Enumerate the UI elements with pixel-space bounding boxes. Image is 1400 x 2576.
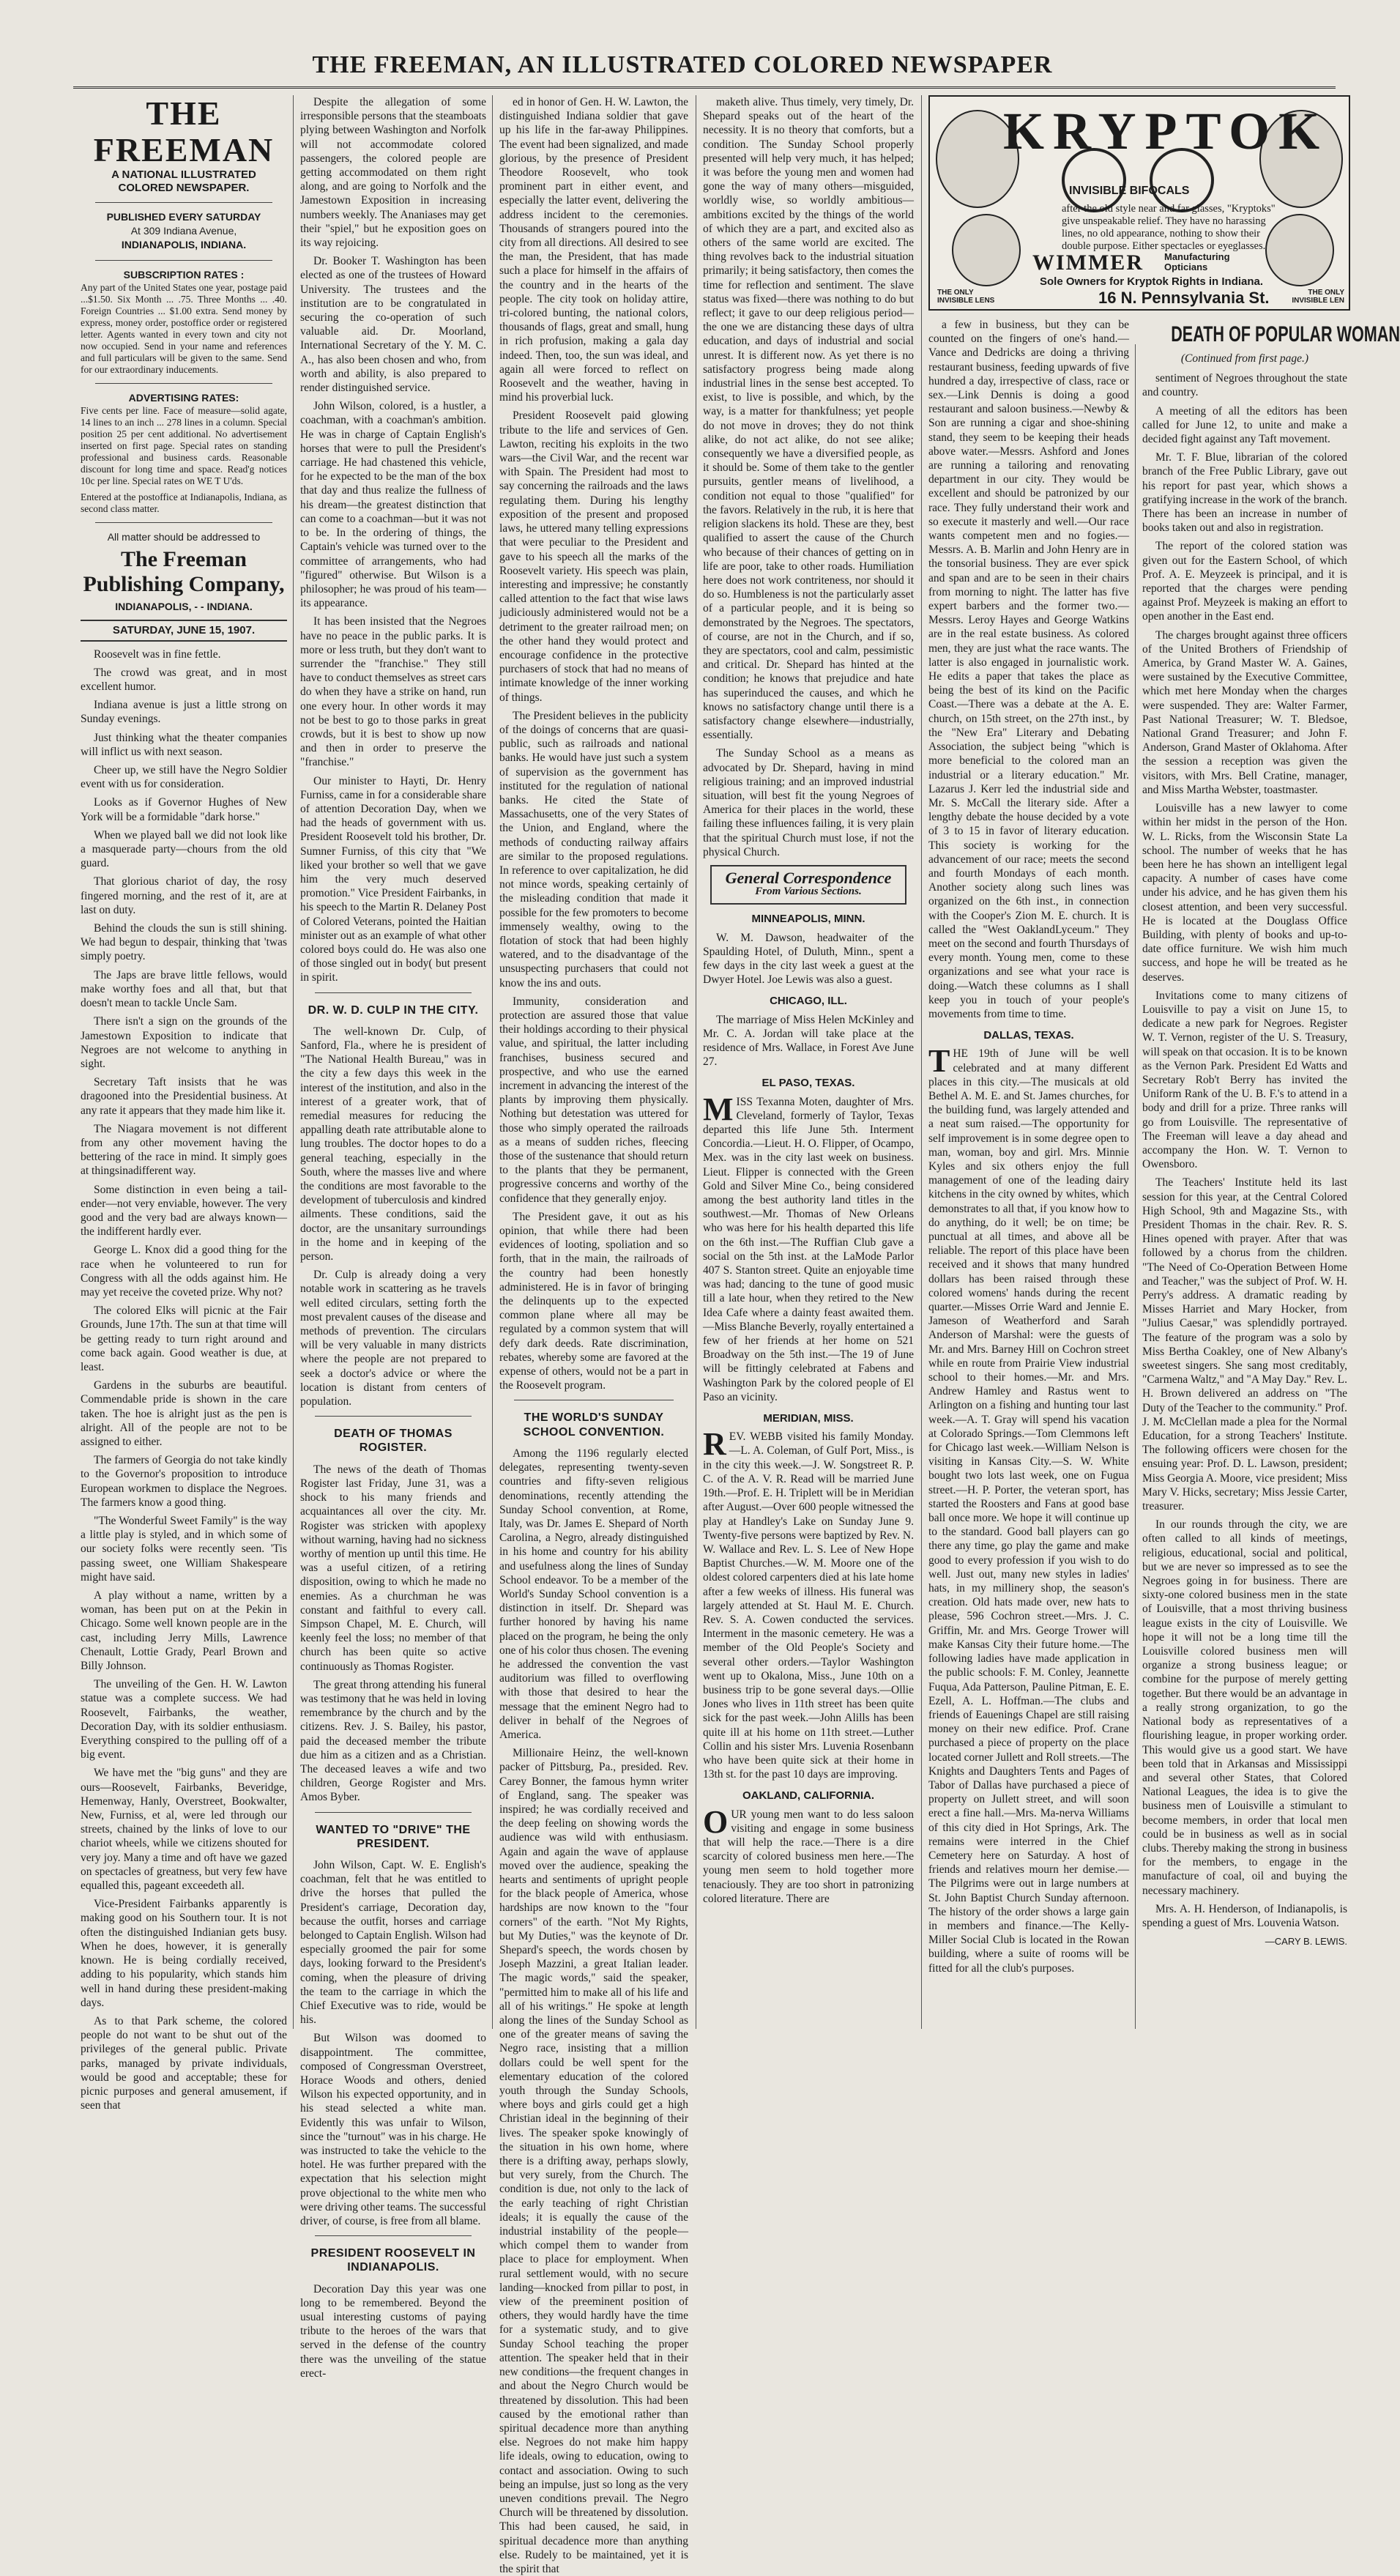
- advertising-heading: ADVERTISING RATES:: [128, 391, 239, 404]
- column-rule: [1135, 344, 1136, 2029]
- paragraph: Some distinction in even being a tail-ender—not very enviable, however. The very good and the very bad are always known—the indifferent hardly ever.: [81, 1183, 287, 1239]
- column-1: [81, 94, 287, 2112]
- paragraph: When we played ball we did not look like a masquerade party—chours from the old guard.: [81, 828, 287, 870]
- continued-note: (Continued from first page.): [1180, 352, 1309, 365]
- address-line: At 309 Indiana Avenue,: [130, 225, 237, 237]
- paragraph: The report of the colored station was given out for the Eastern School, of which Prof. A. E. Meyzeek is principal, and it is reported that the charges were pending against Prof. Meyzeek is making an effort to open another in the East end.: [1142, 540, 1347, 623]
- paragraph: The President believes in the publicity of the doings of concerns that are quasi-public, such as railroads and national banks. He would have just such a system of supervision as the government has instituted for the regulation of national banks. He cited the State of Massachusetts, one of the very States of the Union, and England, where the methods of conducting railway affairs are similar to the proposed regulations. In reference to over capitalization, he did not mince words, speaking certainly of the misleading condition that made it possible for the few promoters to become immensely wealthy, owing to the flotation of stock that had been highly watered, and to the disadvantage of the unsuspecting purchasers that could not know the ins and outs.: [499, 709, 688, 990]
- ad-subtitle: INVISIBLE BIFOCALS: [1069, 185, 1190, 197]
- paragraph: Vice-President Fairbanks apparently is making good on his Southern tour. It is not often the distinguished Indianian gets busy. When he does, however, it is generally known. He is being cordially received, adding to his popularity, which stands him well in hand during these president-making days.: [81, 1898, 287, 2009]
- dateline-heading: OAKLAND, CALIFORNIA.: [742, 1789, 874, 1803]
- dateline-heading: CHICAGO, ILL.: [770, 995, 847, 1008]
- correspondence-item: The marriage of Miss Helen McKinley and Mr. C. A. Jordan will take place at the residence of Mrs. Wallace, in Forest Ave June 27.: [703, 1013, 914, 1069]
- wilson-article: [300, 1858, 486, 2228]
- ad-company-sub: Manufacturing Opticians: [1164, 251, 1230, 272]
- paper-subtitle: COLORED NEWSPAPER.: [118, 182, 250, 194]
- paragraph: It has been insisted that the Negroes have no peace in the public parks. It is more or less truth, but they don't want to surrender the "franchise." They still have to conduct themselves as street cars do when they have a strike on hand, run one every hour. In other words it may not be best to go to those parks in great crowds, but it is best to show up now and then in order to preserve the "franchise.": [300, 615, 486, 769]
- correspondence-item: MISS Texanna Moten, daughter of Mrs. Cleveland, formerly of Taylor, Texas departed this life June 5th. Interment Concordia.—Lieut. H. O. Flipper, of Ocampo, Mex. was in the city last week on business. Lieut. Flipper is connected with the Green Gold and Silver Mine Co., being considered among the best authority land titles in the southwest.—Mr. Thomas of New Orleans who was here for his health departed this life on the 6th inst.—The Ruffian Club gave a social on the 5th inst. at the LaMode Parlor 407 S. Stanton street. Quite an enjoyable time was had; dancing to the tune of good music till a late hour, when they retired to the New Idea Cafe where a dainty feast awaited them.—Miss Blanche Beverly, royally entertained a few of her friends at her home on 521 Broadway on the 5th inst.—The 19 of June will be fittingly celebrated at Fabens and Washington Park by the colored people of El Paso an vicinity.: [703, 1091, 914, 1403]
- ad-address: 16 N. Pennsylvania St.: [1098, 289, 1270, 307]
- publisher-city: INDIANAPOLIS, - - INDIANA.: [115, 601, 253, 613]
- ad-sole-owners: Sole Owners for Kryptok Rights in Indiana.: [1040, 275, 1264, 288]
- paragraph: a few in business, but they can be counted on the fingers of one's hand.—Vance and Dedricks are doing a thriving restaurant business, feeding upwards of five hundred a day, irrespective of class, race or sex.—Link Dennis is doing a good restaurant and saloon business.—Newby & Son are running a cigar and shoe-shining stand, they seem to be keeping their heads above water.—Messrs. Ashford and Jones are running a tailoring and renovating department in our city. They would be excellent and should be patronized by our race. They fully understand their work and so execute it masterly and well.—Our race wants competent men and no fogies.—Messrs. A. B. Marlin and John Henry are in the tonsorial business. They are ever spick and span and are to be seen in their chairs from morning to night. The latter has five expert barbers and the former two.—Messrs. Leroy Hayes and George Watkins are in the real estate business. As colored men, they are just what the race wants. The latter is also engaged in journalistic work. He edits a paper that takes the place as being the best of its kind on the Pacific Coast.—There was a debate at the A. E. church, on 15th street, on the 27th inst., by the "New Era" Literary and Debating Association, the subject being "which is more beneficial to the colored man an industrial or a literary education." Mr. Lazarus J. Kerr led the industrial side and Mr. S. McCall the literary side. After a lengthy debate the house decided by a vote of 3 to 15 in favor of literary education. This society is working for the advancement of our race; meets the second and fourth Mondays of each month. Another society along such lines was organized on the 6th inst., in connection with the Cooper's Zion M. E. church. It is called the "West OaklandLyceum." They meet on the second and fourth Thursdays of every month. Young men, come to these organizations and see what your race is doing.—Watch these columns as I shall keep you in touch of your people's movements from time to time.: [928, 319, 1129, 1020]
- roosevelt-article-cont: [499, 95, 688, 1392]
- paragraph: Gardens in the suburbs are beautiful. Commendable pride is shown in the care taken. The hoe is alright just as the pen is alright. All of the people are not to be assigned to either.: [81, 1379, 287, 1448]
- column-5: [928, 318, 1129, 2032]
- paragraph: As to that Park scheme, the colored people do not want to be shut out of the privileges of the general public. Private parks, managed by private individuals, would be good and acceptable; these for picnic purposes and general amusement, if seen that: [81, 2014, 287, 2112]
- paragraph: John Wilson, colored, is a hustler, a coachman, with a coachman's ambition. He was in charge of Captain English's horses that were to pull the President's carriage. He had chastened this vehicle, for he expected to be the man of the box that day and thus realize the fullness of his dream—the greatest distinction that can come to a coachman—but it was not to be. In the ordering of things, the Captain's vehicle was turned over to the committee of arrangements, who had "figured" otherwise. But Wilson is a philosopher; he was proud of his team—its appearance.: [300, 400, 486, 610]
- paragraph: The President gave, it out as his opinion, that while there had been evidences of looting, spoliation and so forth, that in the main, the railroads of the country had been honestly administered. He is in favor of bringing the delinquents up to the expected common plane where all may be regulated by a common system that will defy dark deeds. Rate discrimination, rebates, whereby some are favored at the expense of others, would not be a part in the Roosevelt program.: [499, 1210, 688, 1392]
- ad-caption: THE ONLY INVISIBLE LEN: [1292, 289, 1344, 305]
- entered-notice: Entered at the postoffice at Indianapolis, Indiana, as second class matter.: [81, 491, 287, 515]
- paragraph: Louisville has a new lawyer to come within her midst in the person of the Hon. W. L. Ricks, from the Wisconsin State La school. The number of weeks that he has been here he has shown an intelligent legal capacity. A number of cases have come under his advice, and he has given them his closest attention, and been very successful. He is located at the Douglass Office Building, with plenty of books and up-to-date office furniture. We wish him much success, and hope he will be treated as he deserves.: [1142, 802, 1347, 984]
- column-6: [1142, 318, 1400, 2032]
- page-masthead: THE FREEMAN, AN ILLUSTRATED COLORED NEWSPAPER: [312, 51, 1053, 78]
- column-rule: [492, 95, 493, 2029]
- ad-caption: THE ONLY INVISIBLE LENS: [937, 289, 995, 305]
- paragraph: The crowd was great, and in most excellent humor.: [81, 666, 287, 694]
- kryptok-advertisement: [928, 95, 1350, 311]
- correspondence-item: REV. WEBB visited his family Monday.—L. A. Coleman, of Gulf Port, Miss., is in the city this week.—J. W. Songstreet R. P. C. of the A. V. R. Read will be married June 19th.—Prof. E. H. Triplett will be in Meridian after August.—Over 600 people witnessed the play at Handley's Lake on Sunday June 9. Twenty-five persons were baptized by Rev. N. W. Wallace and Rev. L. S. Lee of New Hope Baptist Churches.—W. M. Moore one of the oldest colored carpenters died at his late home after a few weeks of illness. His funeral was largely attended at St. Haul M. E. Church. Rev. S. A. Cowen conducted the services. Interment in the masonic cemetery. He was a member of the Old People's Society and several other orders.—Taylor Washington went up to Okalona, Miss., June 10th on a business trip to be gone several days.—Ollie Jones who lives in 11th street has been quite sick for the past week.—John Alills has been quite ill at his home on 11th street.—Luther Collin and his sister Mrs. Luvenia Rosenbann who have been quite sick at their home in 13th st. for the past 10 days are improving.: [703, 1426, 914, 1781]
- paragraph: The colored Elks will picnic at the Fair Grounds, June 17th. The sun at that time will be getting ready to turn right around and come back again. Good weather is due, at least.: [81, 1304, 287, 1373]
- culp-article: [300, 1025, 486, 1408]
- paragraph: In our rounds through the city, we are often called to all kinds of meetings, religious, educational, social and political, but we are never so impressed as to see the Negroes going in for business. There are sixty-one colored business men in the state of Louisville, that a most thriving business league exists in the city of Louisville. We hope it will not be a long time till the Louisville colored business men will organize a strong business league; or combine for the purpose of merely getting together. But there would be an advantage in a really strong organization, to go the National body as representatives of a flourishing league, in proper working order. This would give us a good start. We have been told that in Arkansas and Mississippi and several other States, that Colored National Leagues, the idea is to give the business men of Louisville a stimulant to become members, in order that local men could be in business as well as in social clubs. Thereby making the strong in business for the members, to engage in the manufacture of coal, oil and buying the necessary machinery.: [1142, 1518, 1347, 1897]
- issue-date: SATURDAY, JUNE 15, 1907.: [81, 620, 287, 641]
- article-heading: THE WORLD'S SUNDAY SCHOOL CONVENTION.: [523, 1411, 665, 1439]
- paragraph: The Teachers' Institute held its last session for this year, at the Central Colored High School, 9th and Magazine Sts., with President Thomas in the chair. Rev. R. S. Hines opened with prayer. After that was followed by a chorus from the children. "The Need of Co-Operation Between Home and Teacher," was the subject of Prof. W. H. Perry's address. A dramatic reading by Misses Harriet and Mary Hocker, from "Julius Caesar," was splendidly portrayed. The feature of the program was a solo by Miss Bertha Coakley, one of New Albany's sweetest singers. She sang most creditably, "Carmena Waltz," and "A May Day." Rev. L. H. Brown delivered an address on "The Duty of the Teacher to the community." Prof. J. M. McClellan made a plea for the Normal Education, for a strong Teachers' Institute. The following officers were chosen for the ensuing year: Prof. D. L. Lawson, president; Miss Georgia A. Moore, vice president; Miss Mary V. Hicks, secretary; Miss Jessie Carter, treasurer.: [1142, 1176, 1347, 1513]
- article-headline: DEATH OF POPULAR WOMAN: [1171, 322, 1400, 346]
- article-heading: PRESIDENT ROOSEVELT IN INDIANAPOLIS.: [310, 2247, 476, 2274]
- paragraph: John Wilson, Capt. W. E. English's coachman, felt that he was entitled to drive the horses that pulled the President's carriage, Decoration day, because the outfit, horses and carriage belonged to Captain English. Wilson had especially groomed the pair for some days, looking forward to the President's coming, when the pleasure of driving the team to the carriage in which the Chief Executive was to ride, would be his.: [300, 1858, 486, 2027]
- column-2: [300, 95, 486, 2380]
- address-line: INDIANAPOLIS, INDIANA.: [121, 239, 247, 251]
- paragraph: The news of the death of Thomas Rogister last Friday, June 31, was a shock to his many friends and acquaintances all over the city. Mr. Rogister was stricken with apoplexy without warning, having had no sickness worthy of mention up until this time. He was a useful citizen, of a retiring disposition, owing to which he made no enemies. As a churchman he was constant and faithful to every call. Simpson Chapel, M. E. Church, will keenly feel the loss; no member of that church has been quite so active continuously as Thomas Rogister.: [300, 1463, 486, 1673]
- paragraph: sentiment of Negroes throughout the state and country.: [1142, 372, 1347, 399]
- paragraph: Millionaire Heinz, the well-known packer of Pittsburg, Pa., presided. Rev. Carey Bonner, the famous hymn writer of England, sang. The speaker was inspired; he was cordially received and the deep feeling on showing words the audience was wild with enthusiasm. Again and again the wave of applause moved over the audience, speaking the hearts and sentiments of upright people for the black people of America, whose hardships are now known to the "four corners" of the earth. "Not My Rights, but My Duties," was the keynote of Dr. Shepard's speech, the words chosen by Joseph Mazzini, a great Italian leader. The magic words," said the speaker, "permitted him to make all of his life and all of his writings." He spoke at length along the lines of the Sunday School as one of the greater means of saving the Negro race, insisting that a million dollars could be well spent for the elementary education of the colored youth through the Sunday Schools, where boys and girls could get a high Christian ideal in the beginning of their lives. The speaker spoke knowingly of the situation in his own home, where there is a drifting away, perhaps slowly, but very surely, from the Church. The condition is due, not only to the lack of the early teaching of right Christian ideals; it is equally the cause of the industrial instability of the people—which compel them to wander from place to place for employment. When rural settlement would, with no secure landing—knocked from pillar to post, in view of the preeminent position of others, they would hardly have the time for a systematic study, and to give Sunday School teaching the proper attention. The speaker held that in their new conditions—the frequent changes in and about the Negro Church would be threatened by dissolution. This had been caused by the emotional rather than spiritual decadence more than anything else. Negroes do not make him happy life ideals, owing to education, owing to contact and association. Owing to such being an impulse, just so long as the very uneven conditions prevail. The Negro Church will be threatened by dissolution. This had been caused, he said, in spiritual decadence more than anything else. Rudely to be maintained, yet it is the spirit that: [499, 1747, 688, 2575]
- sunday-school-article: [499, 1447, 688, 2576]
- column-3: [499, 95, 688, 2575]
- paragraph: Secretary Taft insists that he was dragooned into the Presidential business. At any rate it appears that they made him like it.: [81, 1076, 287, 1117]
- paragraph: The unveiling of the Gen. H. W. Lawton statue was a complete success. We had Roosevelt, Fairbanks, the weather, Decoration Day, with its soldier enthusiasm. Everything conspired to the pulling off of a big event.: [81, 1678, 287, 1762]
- byline: —CARY B. LEWIS.: [1265, 1936, 1347, 1948]
- paragraph: Immunity, consideration and protection are assured those that value their holdings according to their physical value, and spiritual, the latter including franchises, business secured and prospective, and who use the earned increment in advancing the interest of the plants by improving them physically. Nothing but detestation was uttered for those who simply operated the railroads as a means of sudden riches, fleecing those of the sustenance that should return to the plants that they be permanent, progressive concerns and worthy of the confidence that they generally enjoy.: [499, 995, 688, 1205]
- paragraph: The well-known Dr. Culp, of Sanford, Fla., where he is president of "The National Health Bureau," was in the city a few days this week in the interest of the institution, and also in the interest of a greater work, that of remedial measures for reducing the appalling death rate attributable alone to lung troubles. The doctor hopes to do a general teaching, especially in the South, where the masses live and where the conditions are most favorable to the development of tuberculosis and kindred ailments. These conditions, said the doctor, are the unsanitary surroundings in the home and in keeping of the person.: [300, 1025, 486, 1263]
- paragraph: There isn't a sign on the grounds of the Jamestown Exposition to indicate that Negroes are not welcome to anything in sight.: [81, 1015, 287, 1070]
- paragraph: That glorious chariot of day, the rosy fingered morning, and the rest of it, are at last on duty.: [81, 875, 287, 916]
- paragraph: The farmers of Georgia do not take kindly to the Governor's proposition to introduce European workmen to displace the Negroes. The farmers know a good thing.: [81, 1454, 287, 1509]
- ad-company: WIMMER: [1032, 250, 1144, 275]
- paragraph: We have met the "big guns" and they are ours—Roosevelt, Fairbanks, Beveridge, Hemenway, Hanly, Overstreet, Bookwalter, New, Furniss, et al, were led through our streets, chained by the links of love to our chariot wheels, while we citizens shouted for very joy. Many a time and oft have we gazed on spectacles of greatness, but very few have equalled this, pageant exceedeth all.: [81, 1767, 287, 1893]
- article-heading: WANTED TO "DRIVE" THE PRESIDENT.: [316, 1823, 471, 1850]
- col1-paragraphs: [81, 647, 287, 2113]
- correspondence-item: OUR young men want to do less saloon visiting and engage in some business that will help the race.—There is a dire scarcity of colored business men here.—The young men seem to hold together more tenaciously. They are too short in patronizing colored literature. There are: [703, 1803, 914, 1905]
- paragraph: Indiana avenue is just a little strong on Sunday evenings.: [81, 699, 287, 726]
- article-heading: DEATH OF THOMAS ROGISTER.: [334, 1428, 453, 1455]
- oakland-cont: [928, 318, 1129, 1021]
- paragraph: Among the 1196 regularly elected delegates, representing twenty-seven countries and fifty-seven religious denominations, recently attending the Sunday School convention, at Rome, Italy, was Dr. James E. Shepard of North Carolina, a Negro, already distinguished in his home and country for his ability and usefulness along the lines of Sunday School endeavor. To be a member of the World's Sunday School convention is a distinction in itself. Dr. Shepard was further honored by having his name placed on the program, he being the only one of his color thus chosen. The evening he addressed the convention the vast auditorium was filled to overflowing with those that desired to hear the message that the eminent Negro had to deliver in behalf of the Negroes of America.: [499, 1447, 688, 1741]
- subscription-heading: SUBSCRIPTION RATES :: [123, 268, 245, 281]
- paragraph: Looks as if Governor Hughes of New York will be a formidable "dark horse.": [81, 796, 287, 823]
- paper-title: THE FREEMAN: [93, 94, 275, 168]
- paragraph: Despite the allegation of some irresponsible persons that the steamboats plying between Washington and Norfolk will not accommodate colored passengers, the colored people are getting accommodated on them right along, and are going to Norfolk and the Jamestown Exposition in increasing numbers weekly. The Ananiases may get their "spiel," but he exposition goes on its way rejoicing.: [300, 96, 486, 250]
- column-4: [703, 95, 914, 2036]
- paragraph: The great throng attending his funeral was testimony that he was held in loving remembrance by the church and by the citizens. Rev. J. S. Bailey, his pastor, paid the deceased member the tribute due him as a citizen and as a Christian. The deceased leaves a wife and two children, George Rogister and Mrs. Amos Byber.: [300, 1678, 486, 1804]
- advertising-rates: Five cents per line. Face of measure—solid agate, 14 lines to an inch ... 278 lines in a column. Special position 25 per cent additional. No advertisement inserted on first page. Special rates on standing professional and business cards. Reasonable discount for long time and space. Read'g notices 10c per line. Special rates on WE T U'ds.: [81, 405, 287, 487]
- paragraph: The Niagara movement is not different from any other movement having the bettering of the race in mind. It simply goes at thingsinadifferent way.: [81, 1122, 287, 1178]
- published-line: PUBLISHED EVERY SATURDAY: [106, 211, 261, 223]
- column-rule: [921, 95, 922, 2029]
- sunday-school-cont: [703, 95, 914, 859]
- paragraph: Mr. T. F. Blue, librarian of the colored branch of the Free Public Library, gave out his report for past year, which shows a gratifying increase in the work of the branch. There has been an increase in number of books taken out and also in registration.: [1142, 451, 1347, 535]
- dateline-heading: MINNEAPOLIS, MINN.: [751, 913, 865, 926]
- ad-body: after the old style near and far glasses, "Kryptoks" give unspeakable relief. They have no harassing lines, no old appearance, nothing to show their double purpose. Either spectacles or eyeglasses.: [1062, 203, 1276, 252]
- col2-paragraphs: [300, 95, 486, 985]
- dateline-heading: MERIDIAN, MISS.: [763, 1412, 854, 1425]
- top-rule: [73, 86, 1336, 89]
- correspondence-item: THE 19th of June will be well celebrated and at many different places in this city.—The musicals at old Bethel A. M. E. and St. James churches, for the building fund, was largely attended and a neat sum raised.—The opportunity for self improvement is in some degree open to man, woman, boy and girl. Mrs. Minnie Kyles and six others enjoy the full management of one of the leading dairy kitchens in the city owned by whites, which demonstrates to all that, if you know how to do anything, do it well; be on time; be punctual at all times, and above all be reliable. The report of this place have been received and it shows that many hundred dollars has been raised through these colored womens' hands during the recent quarter.—Misses Orrie Ward and Jennie E. Jameson of Weatherford and Sarah Anderson of Marshal: were the guests of Mr. and Mrs. Barney Hill on Cochron street while en route from Prairie View industrial school to their homes.—Mr. and Mrs. Andrew Hamley and Rastus went to Arlington on a fishing and hunting tour last week.—A. T. Gray will spend his vacation at Colorado Springs.—Tom Clemmons left for Chicago last week.—William Nelson is visiting in Kansas City.—S. W. White bought two lots last week, one on Fugua street.—H. P. Porter, the veteran sport, has started the Roosters and Fans at good base ball once more. We hope it will continue up to the standard. Good ball players can go there any time, go play the game and make good to every profession if you wish to do well. Just out, many new styles in ladies' hats, in my millinery shop, the season's creation. Old hats made over, new hats to please, 596 Cochron street.—Mrs. J. C. Griffin, Mr. and Mrs. George Trower will make Kansas City their future home.—The following ladies have made application in the public schools: F. M. Conley, Jeannette Fuqua, Ada Patterson, Pauline Pitman, E. E. Ezell, A. L. Hoffman.—The clubs and friends of Eauenings Chapel are still raising money on their new edifice. Prof. Crane purchased a piece of property on the place located corner Jullett and Roll streets.—The Knights and Daughters Tents and Pages of Tabor of Dallas have purchased a piece of property on Jullett street, and will soon erect a fine hall.—Mrs. Ma-nerva Williams of this city died in Hot Springs, Ark. The remains were interred in the Chief Cemetery here on Saturday. A host of friends and relatives mourn her demise.—The Pilgrims were out in large numbers at St. John Baptist Church Sunday afternoon. The history of the order shows a large gain in members and finance.—The Kelly-Miller Social Club is located in the Rowan building, where a suite of rooms will be fitted for all the club's purposes.: [928, 1043, 1129, 1975]
- dateline-heading: EL PASO, TEXAS.: [762, 1077, 855, 1090]
- paragraph: Mrs. A. H. Henderson, of Indianapolis, is spending a guest of Mrs. Louvenia Watson.: [1142, 1902, 1347, 1929]
- louisville-article: [1142, 371, 1347, 1930]
- paragraph: George L. Knox did a good thing for the race when he volunteered to run for Congress with all the odds against him. He may yet receive the coveted prize. Why not?: [81, 1244, 287, 1299]
- rogister-article: [300, 1463, 486, 1805]
- correspondence-banner: General Correspondence From Various Sections.: [710, 865, 906, 905]
- subscription-rates: Any part of the United States one year, postage paid ...$1.50. Six Month ... .75. Three Months ... .40. Foreign Countries ... $1.00 extra. Send money by express, money order, postoffice order or registered letter. Agents wanted in every town and city not now occupied. Send in your name and references and full particulars will be given to the same. Send for our extraordinary inducements.: [81, 281, 287, 375]
- paragraph: maketh alive. Thus timely, very timely, Dr. Shepard speaks out of the heart of the necessity. It is no theory that comforts, but a condition. The Sunday School properly presented will help very much, it has helped; it was before the young men and women had gone the way of many others—misguided, worldly wise, so worldly ambitious—ambitions excited by the things of the world of which they are a part, and excited also as others of the same world are excited. The thing revolves back to the industrial situation primarily; it being satisfactory, then comes the time for reflection and sentiment. The slave status was fixed—there was nothing to do but reflect; it gave to our deep religious period—the one we are distancing these days of ultra education, and days of industrial and social unrest. It is different now. As yet there is no satisfactory progress being made along industrial lines in the sense best accepted. To exist, to live is possible, and which, by the way, is a matter for thankfulness; yet people do not move in droves; they do not think alike, do not act alike, do not see alike; consequently we have a diversified people, as it should be. Some of them take to the gentler pursuits, gentler means of livelihood, a condition not equal to those "qualified" for the favors. Relatively in the rub, it is here that religion slackens its hold. These are they, best qualified to assert the cause of the Church who because of their chances of getting on in life are poor, take to other roads. Humiliation here does not work contriteness, nor should it do so. Humbleness is not the particularly asset of a particular people, and it is being so demonstrated by the Negroes. The spectators, of course, are not in the Church, and if so, they are spectators, cool and calm, pessimistic and critical. Dr. Shepard has hinted at the condition; he knows that prejudice and hate has superinduced the causes, and which he knows no satisfactory change until there is a satisfactory change elsewhere—industrially, essentially.: [703, 96, 914, 742]
- address-notice: All matter should be addressed to: [107, 531, 261, 543]
- ad-title: KRYPTOK: [1003, 102, 1329, 160]
- paragraph: Decoration Day this year was one long to be remembered. Beyond the usual interesting customs of paying tribute to the heroes of the wars that served in the defense of the country there was the unveiling of the statue erect-: [300, 2282, 486, 2380]
- paragraph: ed in honor of Gen. H. W. Lawton, the distinguished Indiana soldier that gave up his life in the far-away Philippines. The event had been signalized, and made glorious, by the presence of President Theodore Roosevelt, who took prominent part in either event, and especially the latter event, delivering the address incident to the ceremonies. Thousands of strangers poured into the city from all directions. All desired to see the man, the President, that has made such a place for himself in the affairs of the country and in the hearts of the people. The city took on holiday attire, tri-colored bunting, the national colors, thousands of flags, great and small, hung in rich profusion, making a gala day indeed. Then, too, the sun was ideal, and again all were forced to reflect on Roosevelt and the weather, having in mind his proverbial luck.: [499, 96, 688, 404]
- paragraph: The Sunday School as a means as advocated by Dr. Shepard, having in mind religious training; and an improved industrial situation, will best fit the young Negroes of America for their places in the world, these failing these influences failing, it is very plain that the spiritual Church must lose, if not the physical Church.: [703, 747, 914, 858]
- paragraph: Cheer up, we still have the Negro Soldier event with us for consideration.: [81, 764, 287, 791]
- paragraph: Dr. Culp is already doing a very notable work in scattering as he travels well edited circulars, setting forth the most prevalent causes of the disease and methods of prevention. The circulars will be very valuable in many districts where the people are not prepared to seek a doctor's advice or where the location is distant from centers of population.: [300, 1269, 486, 1408]
- paragraph: The Japs are brave little fellows, would make worthy foes and all that, but that doesn't mean to tackle Uncle Sam.: [81, 968, 287, 1010]
- paragraph: Behind the clouds the sun is still shining. We had begun to despair, thinking that 'twas simply poetry.: [81, 922, 287, 963]
- column-rule: [293, 95, 294, 2029]
- paper-subtitle: A NATIONAL ILLUSTRATED: [111, 168, 256, 181]
- paragraph: "The Wonderful Sweet Family" is the way a little play is styled, and in which some of our society folks were recently seen. 'Tis passing sweet, one William Shakespeare might have said.: [81, 1515, 287, 1584]
- paragraph: President Roosevelt paid glowing tribute to the life and services of Gen. Lawton, reciting his exploits in the two wars—the Civil War, and the recent war with Spain. The President had most to say concerning the railroads and the laws regulating them. During his lengthy exposition of the present and proposed laws, he uttered many telling expressions that were peculiar to the President and gave to his speech all the marks of the Roosevelt variety. His speech was plain, interesting and impressive; he constantly called attention to the fact that wise laws judiciously administered would not be a detriment to the greater railroad men; on the other hand they would protect and encourage confidence in the protective purchasers of stock that had no means of intimate knowledge of the inner working of things.: [499, 409, 688, 704]
- dateline-heading: DALLAS, TEXAS.: [983, 1029, 1074, 1042]
- correspondence-item: W. M. Dawson, headwaiter of the Spaulding Hotel, of Duluth, Minn., spent a few days in the city last week a guest at the Dwyer Hotel. Joe Lewis was also a guest.: [703, 931, 914, 987]
- portrait-illustration: [952, 214, 1021, 286]
- paragraph: A meeting of all the editors has been called for June 12, to unite and make a decided fight against any Taft movement.: [1142, 404, 1347, 446]
- paragraph: But Wilson was doomed to disappointment. The committee, composed of Congressman Overstreet, Horace Woods and others, denied Wilson his expected opportunity, and in his stead selected a white man. Evidently this was unfair to Wilson, since the "turnout" was in his charge. He was instructed to take the vehicle to the hotel. He was further prepared with the expectation that his selection might prove objectional to the white men who were driving other teams. The successful driver, of course, is free from all blame.: [300, 2032, 486, 2228]
- paragraph: Just thinking what the theater companies will inflict us with next season.: [81, 731, 287, 758]
- article-heading: DR. W. D. CULP IN THE CITY.: [308, 1003, 479, 1017]
- roosevelt-article: [300, 2282, 486, 2380]
- paragraph: The charges brought against three officers of the United Brothers of Friendship of America, by Grand Master W. A. Gaines, were sustained by the Executive Committee, which met here Monday when the charges were suspended. They are: Walter Farmer, Past National Treasurer; W. T. Bledsoe, National Grand Treasurer; and John F. Anderson, Grand Master of Oklahoma. After the session a reception was given the visitors, with Mrs. Bell Cratine, manager, and Miss Martha Webster, toastmaster.: [1142, 628, 1347, 796]
- paragraph: Roosevelt was in fine fettle.: [94, 647, 221, 661]
- paragraph: Dr. Booker T. Washington has been elected as one of the trustees of Howard University. The trustees and the institution are to be congratulated in securing the co-operation of such valuable aid. Dr. Moorland, International Secretary of the Y. M. C. A., has also been chosen and who, from worth and ability, is also prepared to render distinguished service.: [300, 255, 486, 395]
- paragraph: Invitations come to many citizens of Louisville to pay a visit on June 15, to dedicate a new park for Negroes. Register W. T. Vernon, register of the U. S. Treasury, will speak on that occasion. It is to be known as the Vernon Park. President Ed Watts and Secretary Rob't Berry has invited the Uniform Rank of the U. B. F.'s to attend in a body and drill for a prize. Three ranks will go from Louisville. The representative of The Freeman will leave a day ahead and accompany the Hon. W. T. Vernon to Owensboro.: [1142, 989, 1347, 1171]
- paragraph: A play without a name, written by a woman, has been put on at the Pekin in Chicago. Some well known people are in the cast, including Jerry Mills, Lawrence Chenault, Lottie Grady, Pearl Brown and Billy Johnson.: [81, 1589, 287, 1673]
- paragraph: Our minister to Hayti, Dr. Henry Furniss, came in for a considerable share of attention Decoration Day, when we had the heads of government with us. President Roosevelt told his brother, Dr. Sumner Furniss, of this city that "We liked your brother so well that we gave him the very much deserved promotion." Vice President Fairbanks, in his speech to the Martin R. Delaney Post of Colored Veterans, pointed the Haitian minister out as an example of what other colored boys could do. He was also one of those singled out in body( but present in spirit.: [300, 774, 486, 984]
- publisher-name: The Freeman Publishing Company,: [83, 547, 285, 597]
